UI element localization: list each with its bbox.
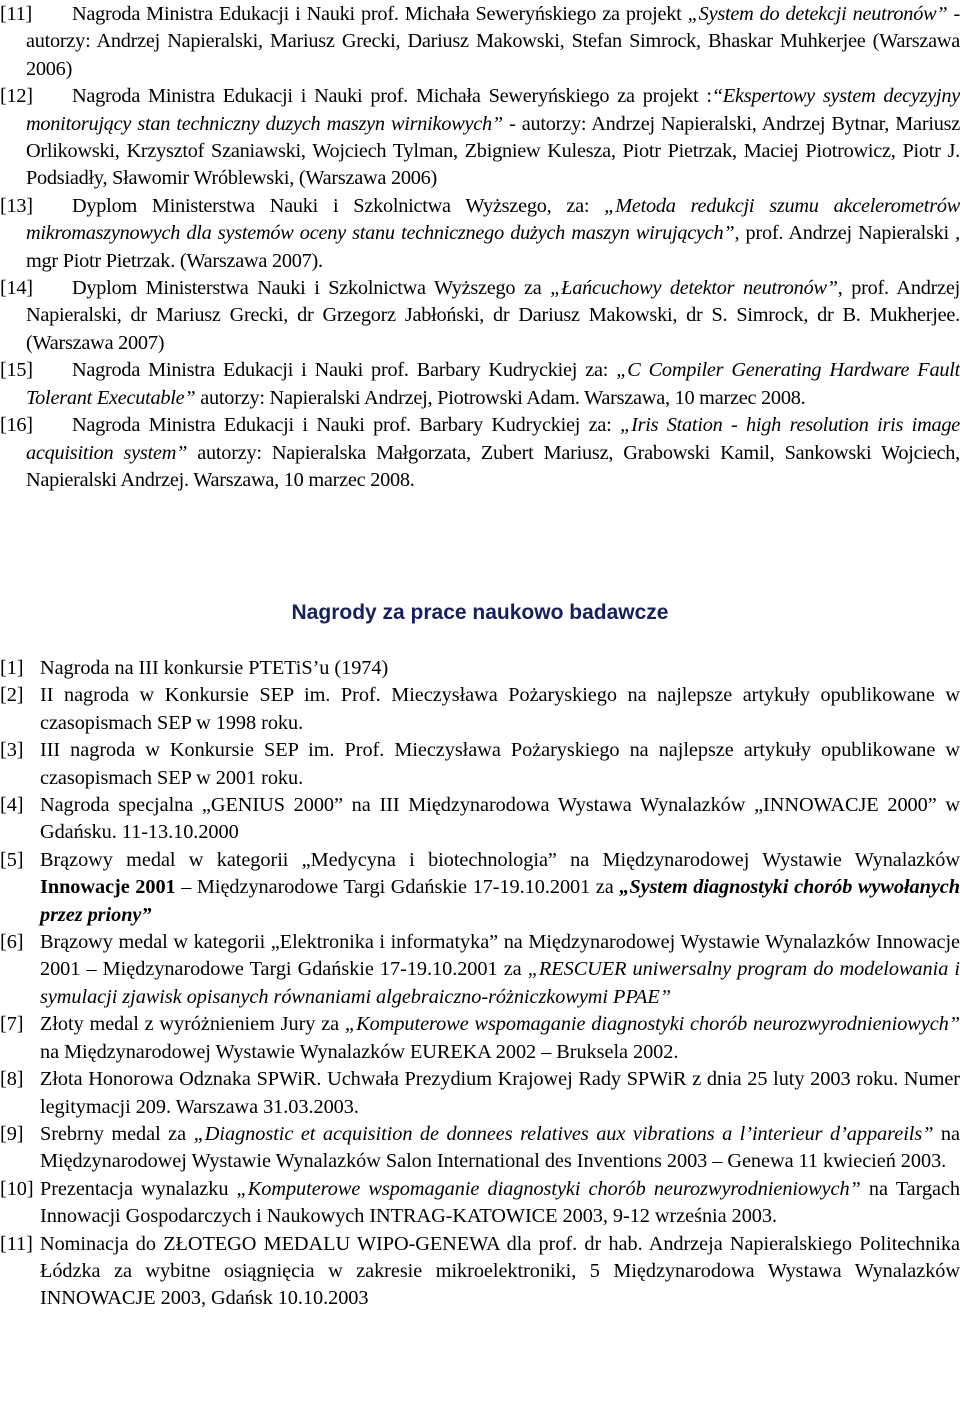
award-number: [14] (0, 277, 33, 300)
award-number: [15] (0, 359, 33, 382)
award-text: Nagroda Ministra Edukacji i Nauki prof. Barbary Kudryckiej za: (72, 414, 621, 437)
award-number: [5] (0, 848, 24, 871)
award-text: Nagroda Ministra Edukacji i Nauki prof. Barbary Kudryckiej za: (72, 359, 617, 382)
award-title: „C Compiler Generating Hardware Fault Tolerant Executable” (26, 359, 960, 409)
award-entry (0, 1, 960, 83)
award-text: – Międzynarodowe Targi Gdańskie 17-19.10.2001 za (175, 876, 620, 899)
award-number: [11] (0, 3, 33, 25)
award-number: [1] (0, 657, 24, 679)
student-awards-list (0, 1, 960, 494)
award-number: [10] (0, 1177, 34, 1200)
award-text: , prof. Andrzej Napieralski , mgr Piotr Pietrzak. (Warszawa 2007). (26, 222, 960, 272)
award-number: [16] (0, 414, 33, 437)
award-text: III nagroda w Konkursie SEP im. Prof. Mieczysława Pożaryskiego na najlepsze artykuły opublikowane w czasopismach SEP w 2001 roku. (40, 739, 960, 789)
award-entry (0, 682, 960, 737)
award-entry (0, 792, 960, 847)
research-awards-list (0, 655, 960, 1313)
award-text: autorzy: Napieralski Andrzej, Piotrowski Adam. Warszawa, 10 marzec 2008. (195, 386, 806, 409)
award-title: “Ekspertowy system decyzyjny monitorujący stan techniczny duzych maszyn wirnikowych” (26, 85, 960, 135)
award-entry (0, 1231, 960, 1313)
award-number: [2] (0, 684, 24, 707)
award-number: [4] (0, 794, 24, 817)
award-number: [3] (0, 739, 24, 762)
award-entry (0, 847, 960, 929)
award-text: - autorzy: Andrzej Napieralski, Mariusz Grecki, Dariusz Makowski, Stefan Simrock, Bhaskar Muhkerjee (Warszawa 2006) (26, 3, 960, 80)
award-text: Dyplom Ministerstwa Nauki i Szkolnictwa Wyższego za (72, 277, 551, 300)
award-title: „Diagnostic et acquisition de donnees relatives aux vibrations a l’interieur d’appareils” (193, 1122, 934, 1145)
award-entry (0, 1121, 960, 1176)
award-title: „RESCUER uniwersalny program do modelowania i symulacji zjawisk opisanych równaniami algebraiczno-różniczkowymi PPAE” (40, 958, 960, 1008)
award-text: Brązowy medal w kategorii „Elektronika i informatyka” na Międzynarodowej Wystawie Wynalazków Innowacje 2001 – Międzynarodowe Targi Gdańskie 17-19.10.2001 za (40, 931, 960, 981)
award-entry (0, 357, 960, 412)
award-text: Nagroda Ministra Edukacji i Nauki prof. Michała Seweryńskiego za projekt (72, 3, 688, 25)
award-text: autorzy: Napieralska Małgorzata, Zubert Mariusz, Grabowski Kamil, Sankowski Wojciech, Napieralski Andrzej. Warszawa, 10 marzec 2008. (26, 441, 960, 491)
award-title: „Komputerowe wspomaganie diagnostyki chorób neurozwyrodnieniowych” (344, 1013, 960, 1036)
award-text: Nominacja do ZŁOTEGO MEDALU WIPO-GENEWA dla prof. dr hab. Andrzeja Napieralskiego Politechnika Łódzka za wybitne osiągnięcia w zakresie mikroelektroniki, 5 Międzynarodowa Wystawa Wynalazków INNOWACJE 2003, Gdańsk 10.10.2003 (40, 1232, 960, 1310)
award-title: „Iris Station - high resolution iris image acquisition system” (26, 414, 960, 464)
award-text: Nagroda specjalna „GENIUS 2000” na III Międzynarodowa Wystawa Wynalazków „INNOWACJE 2000” w Gdańsku. 11-13.10.2000 (40, 794, 960, 844)
award-number: [8] (0, 1068, 24, 1091)
award-entry (0, 1066, 960, 1121)
award-entry (0, 1176, 960, 1231)
award-text: Srebrny medal za (40, 1122, 194, 1145)
award-text: , prof. Andrzej Napieralski, dr Mariusz Grecki, dr Grzegorz Jabłoński, dr Dariusz Makowski, dr S. Simrock, dr B. Mukherjee. (Warszawa 2007) (26, 277, 960, 354)
award-title: „Łańcuchowy detektor neutronów” (550, 277, 838, 300)
award-text: Nagroda na III konkursie PTETiS’u (1974) (40, 657, 389, 679)
award-entry (0, 737, 960, 792)
award-number: [12] (0, 85, 33, 108)
award-text: Prezentacja wynalazku (40, 1177, 237, 1200)
award-number: [9] (0, 1122, 24, 1145)
award-title: „Komputerowe wspomaganie diagnostyki chorób neurozwyrodnieniowych” (236, 1177, 861, 1200)
award-text: - autorzy: Andrzej Napieralski, Andrzej Bytnar, Mariusz Orlikowski, Krzysztof Szaniawski, Wojciech Tylman, Zbigniew Kulesza, Piotr Pietrzak, Maciej Piotrowicz, Piotr J. Podsiadły, Sławomir Wróblewski, (Warszawa 2006) (26, 112, 960, 190)
award-text: na Międzynarodowej Wystawie Wynalazków EUREKA 2002 – Bruksela 2002. (40, 1040, 679, 1063)
award-entry (0, 412, 960, 494)
award-title: „System do detekcji neutronów” (687, 3, 948, 25)
award-entry (0, 83, 960, 193)
award-number: [11] (0, 1232, 33, 1255)
award-entry (0, 655, 960, 682)
award-entry (0, 1011, 960, 1066)
award-number: [7] (0, 1013, 24, 1036)
award-entry (0, 193, 960, 275)
award-entry (0, 275, 960, 357)
award-text: na Międzynarodowej Wystawie Wynalazków Salon International des Inventions 2003 – Genewa 11 kwiecień 2003. (40, 1122, 960, 1173)
award-text: Dyplom Ministerstwa Nauki i Szkolnictwa Wyższego, za: (72, 194, 605, 217)
award-text: II nagroda w Konkursie SEP im. Prof. Mieczysława Pożaryskiego na najlepsze artykuły opublikowane w czasopismach SEP w 1998 roku. (40, 684, 960, 734)
award-title: Innowacje 2001 (40, 876, 176, 899)
award-title: „System diagnostyki chorób wywołanych przez priony” (40, 876, 960, 926)
award-text: Nagroda Ministra Edukacji i Nauki prof. Michała Seweryńskiego za projekt : (72, 85, 712, 108)
award-number: [13] (0, 194, 33, 217)
section-heading: Nagrody za prace naukowo badawcze (291, 601, 669, 624)
award-text: Brązowy medal w kategorii „Medycyna i biotechnologia” na Międzynarodowej Wystawie Wynalazków (40, 848, 960, 871)
award-text: Złoty medal z wyróżnieniem Jury za (40, 1013, 345, 1036)
award-title: „Metoda redukcji szumu akcelerometrów mikromaszynowych dla systemów oceny stanu technicznego dużych maszyn wirujących” (26, 194, 960, 245)
award-text: na Targach Innowacji Gospodarczych i Naukowych INTRAG-KATOWICE 2003, 9-12 września 2003. (40, 1177, 960, 1228)
award-number: [6] (0, 931, 24, 954)
award-text: Złota Honorowa Odznaka SPWiR. Uchwała Prezydium Krajowej Rady SPWiR z dnia 25 luty 2003 roku. Numer legitymacji 209. Warszawa 31.03.2003. (40, 1068, 960, 1118)
award-entry (0, 929, 960, 1011)
